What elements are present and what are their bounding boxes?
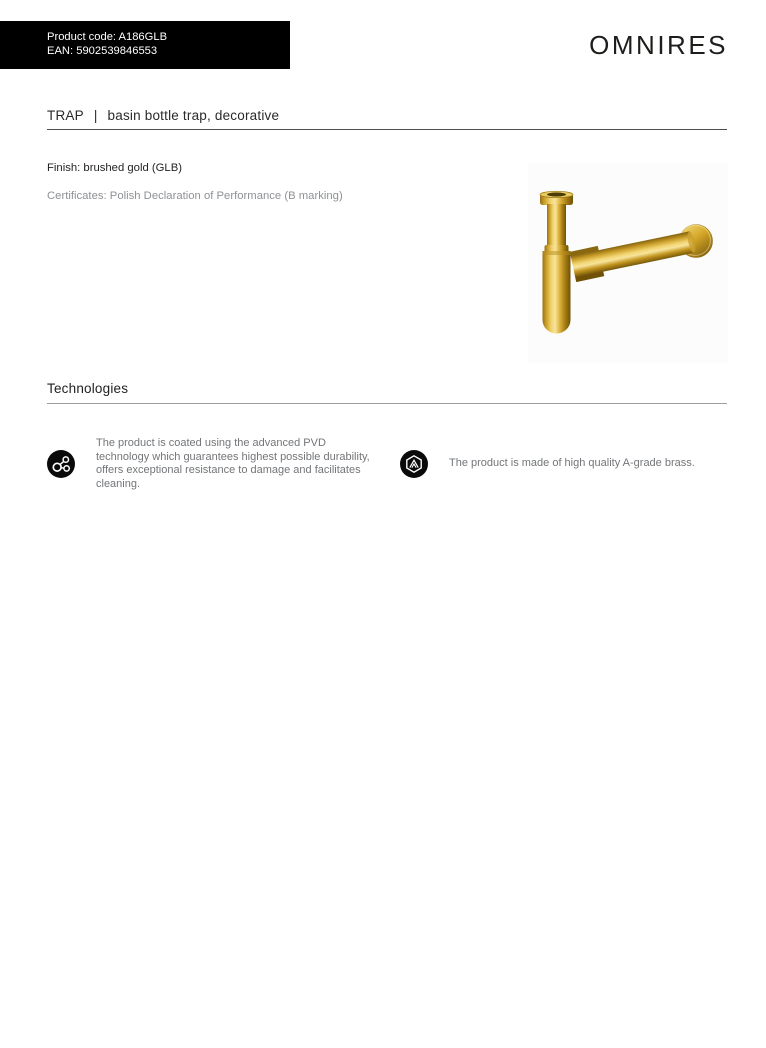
pvd-coating-molecule-icon: [47, 450, 75, 478]
a-grade-brass-hexagon-icon: [400, 450, 428, 478]
finish-text: Finish: brushed gold (GLB): [47, 162, 183, 174]
brand-logo: OMNIRES: [589, 30, 728, 60]
product-subtitle: basin bottle trap, decorative: [107, 108, 280, 123]
product-series-name: TRAP: [47, 108, 84, 123]
technologies-divider: [47, 403, 727, 404]
title-separator: |: [93, 108, 98, 123]
product-photo-svg: [528, 163, 728, 363]
technologies-heading: Technologies: [47, 381, 129, 396]
ean-text: EAN: 5902539846553: [47, 45, 158, 57]
tech-item-pvd: [47, 437, 376, 491]
technologies-list: [47, 437, 729, 491]
tech-item-text: The product is coated using the advanced PVD technology which guarantees highest possible durability, offers exceptional resistance to damage and facilitates cleaning.: [96, 437, 370, 490]
product-code-text: Product code: A186GLB: [47, 31, 168, 43]
brass-icon-glyph: [400, 450, 428, 478]
product-code-banner: [0, 21, 290, 69]
tech-item-brass: [400, 437, 729, 491]
tech-item-text: The product is made of high quality A-grade brass.: [449, 457, 695, 470]
page-title: [47, 108, 279, 123]
certificates-text: Certificates: Polish Declaration of Performance (B marking): [47, 190, 343, 202]
pvd-icon-glyph: [47, 450, 75, 478]
title-divider: [47, 129, 727, 130]
product-image: [528, 163, 728, 363]
